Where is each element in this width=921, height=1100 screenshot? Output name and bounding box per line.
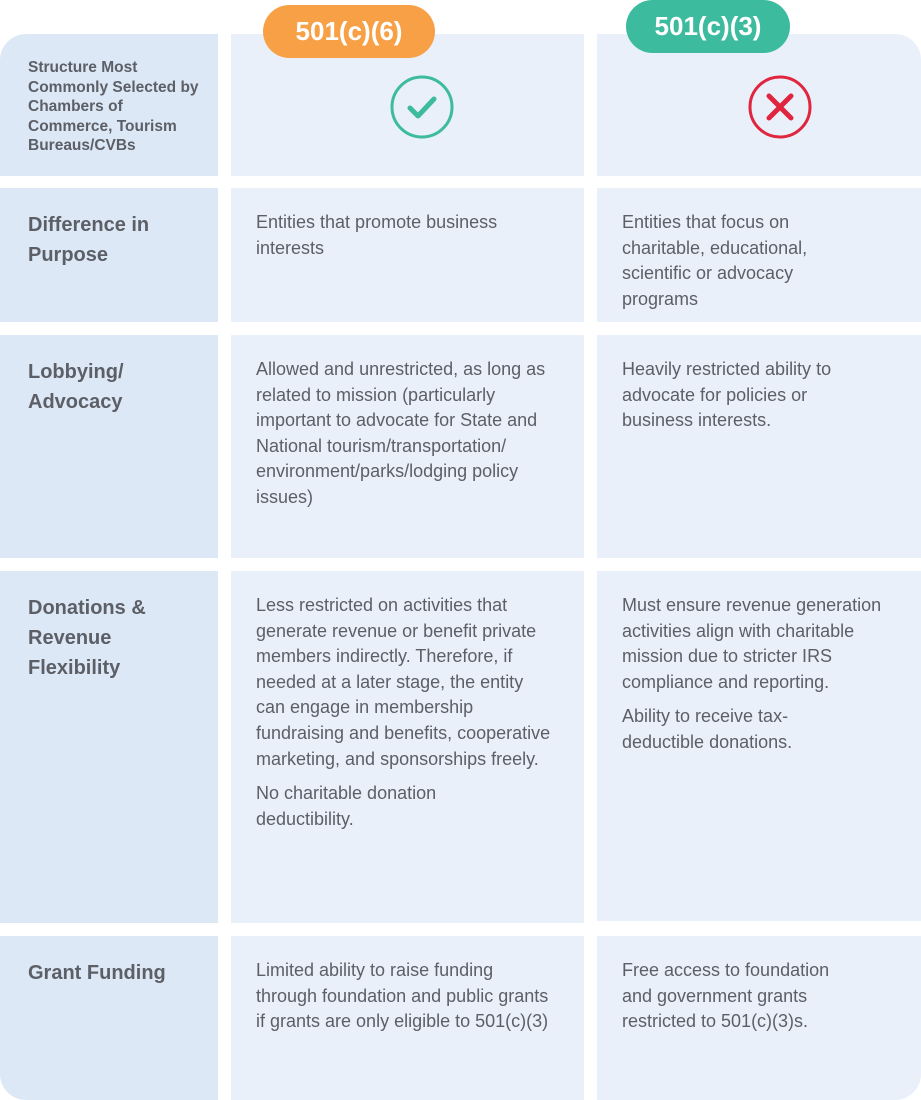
x-circle-icon (747, 74, 813, 140)
cell-c3-structure (597, 34, 921, 176)
cell-c6-grants (231, 936, 584, 1100)
row-label-structure (0, 34, 218, 176)
row-label-text: Lobbying/ Advocacy (28, 361, 124, 413)
cell-c6-lobbying (231, 335, 584, 558)
row-label-lobbying (0, 335, 218, 558)
row-label-text: Grant Funding (28, 962, 166, 984)
cell-c3-purpose (597, 188, 921, 322)
cell-text: Allowed and unrestricted, as long as related to mission (particularly important to advocate for State and National tourism/transportation/ environment/parks/lodging policy issues) (256, 359, 546, 507)
cell-c3-lobbying (597, 335, 921, 558)
cell-c6-purpose (231, 188, 584, 322)
row-label-donations (0, 571, 218, 923)
cell-c3-donations (597, 571, 921, 921)
column-header-501c6: 501(c)(6) (263, 5, 435, 58)
cell-text: Limited ability to raise funding through foundation and public grants if grants are only eligible to 501(c)(3) (256, 960, 549, 1032)
cell-text: No charitable donation deductibility. (256, 783, 437, 829)
cell-text: Entities that focus on charitable, educational, scientific or advocacy programs (622, 212, 808, 309)
cell-text: Must ensure revenue generation activities align with charitable mission due to stricter IRS compliance and reporting. (622, 595, 882, 692)
cell-text: Entities that promote business interests (256, 212, 498, 258)
cell-text: Less restricted on activities that generate revenue or benefit private members indirectly. Therefore, if needed at a later stage, the entity can engage in membership fundraising and benefits, cooperative marketing, and sponsorships freely. (256, 595, 551, 769)
cell-c6-donations (231, 571, 584, 923)
cell-c3-grants (597, 936, 921, 1100)
row-label-text: Donations & Revenue Flexibility (28, 597, 146, 679)
cell-text: Heavily restricted ability to advocate for policies or business interests. (622, 359, 832, 431)
column-header-501c3: 501(c)(3) (626, 0, 790, 53)
cell-text: Ability to receive tax-deductible donations. (622, 706, 793, 752)
cell-text: Free access to foundation and government grants restricted to 501(c)(3)s. (622, 960, 830, 1032)
row-label-text: Structure Most Commonly Selected by Chambers of Commerce, Tourism Bureaus/CVBs (28, 59, 199, 154)
row-label-text: Difference in Purpose (28, 214, 150, 266)
check-circle-icon (389, 74, 455, 140)
row-label-grants (0, 936, 218, 1100)
row-label-purpose (0, 188, 218, 322)
